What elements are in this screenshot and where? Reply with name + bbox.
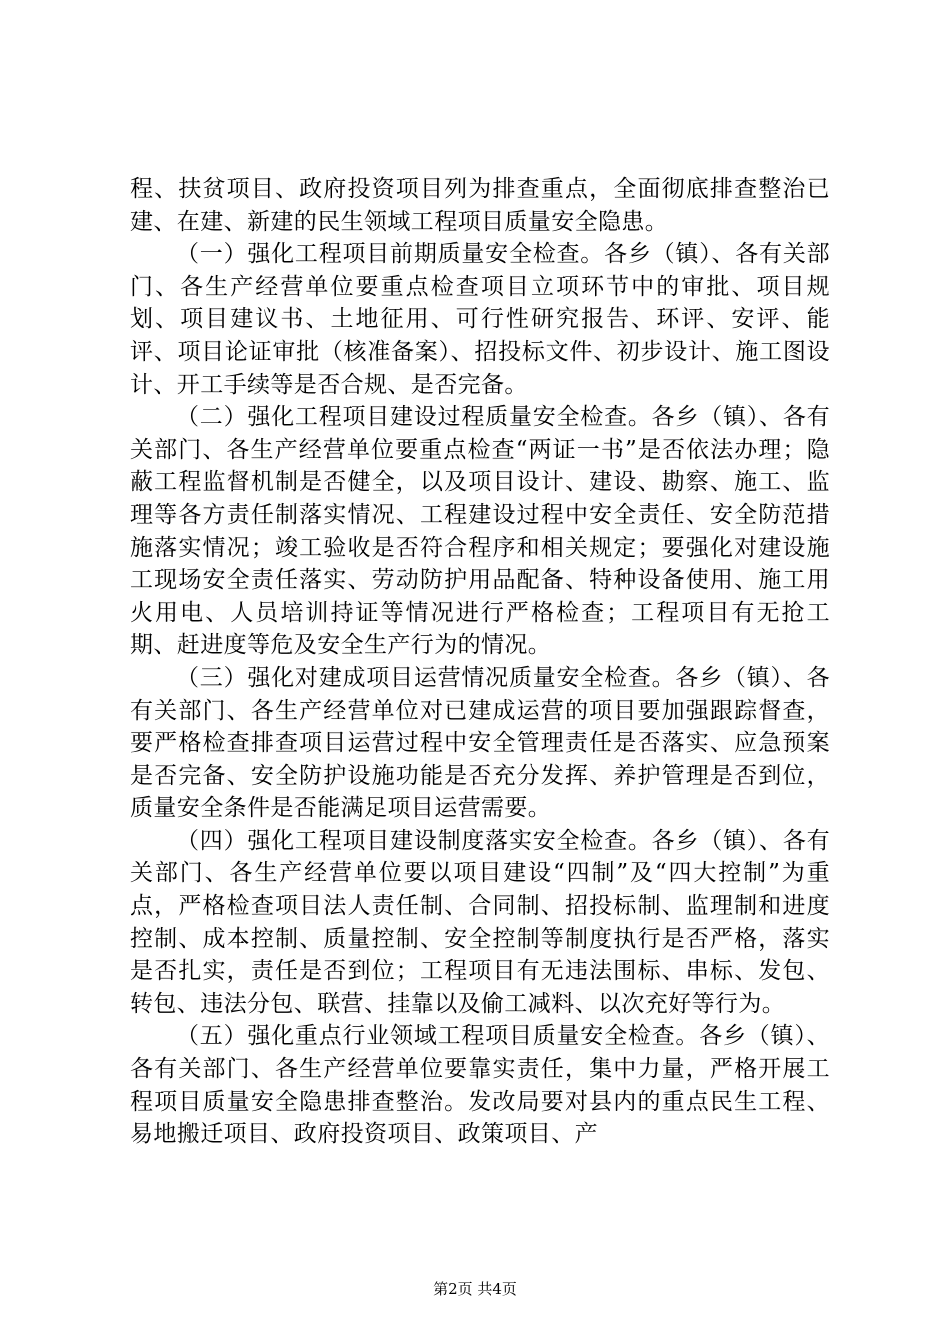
paragraph-continuation: 程、扶贫项目、政府投资项目列为排查重点，全面彻底排查整治已建、在建、新建的民生领域工程项目质量安全隐患。 xyxy=(130,176,830,235)
paragraph-section-4: （四）强化工程项目建设制度落实安全检查。各乡（镇）、各有关部门、各生产经营单位要以项目建设“四制”及“四大控制”为重点，严格检查项目法人责任制、合同制、招投标制、监理制和进度控制、成本控制、质量控制、安全控制等制度执行是否严格，落实是否扎实，责任是否到位；工程项目有无违法围标、串标、发包、转包、违法分包、联营、挂靠以及偷工减料、以次充好等行为。 xyxy=(130,827,830,1017)
page-footer xyxy=(0,1279,950,1299)
paragraph-section-1: （一）强化工程项目前期质量安全检查。各乡（镇）、各有关部门、各生产经营单位要重点检查项目立项环节中的审批、项目规划、项目建议书、土地征用、可行性研究报告、环评、安评、能评、项目论证审批（核准备案）、招投标文件、初步设计、施工图设计、开工手续等是否合规、是否完备。 xyxy=(130,241,830,398)
paragraph-section-2: （二）强化工程项目建设过程质量安全检查。各乡（镇）、各有关部门、各生产经营单位要重点检查“两证一书”是否依法办理；隐蔽工程监督机制是否健全，以及项目设计、建设、勘察、施工、监理等各方责任制落实情况、工程建设过程中安全责任、安全防范措施落实情况；竣工验收是否符合程序和相关规定；要强化对建设施工现场安全责任落实、劳动防护用品配备、特种设备使用、施工用火用电、人员培训持证等情况进行严格检查；工程项目有无抢工期、赶进度等危及安全生产行为的情况。 xyxy=(130,404,830,659)
document-body xyxy=(130,173,830,1151)
paragraph-section-5: （五）强化重点行业领域工程项目质量安全检查。各乡（镇）、各有关部门、各生产经营单位要靠实责任，集中力量，严格开展工程项目质量安全隐患排查整治。发改局要对县内的重点民生工程、易地搬迁项目、政府投资项目、政策项目、产 xyxy=(130,1023,830,1148)
page-number-label: 第2页 共4页 xyxy=(433,1280,517,1298)
paragraph-section-3: （三）强化对建成项目运营情况质量安全检查。各乡（镇）、各有关部门、各生产经营单位对已建成运营的项目要加强跟踪督查，要严格检查排查项目运营过程中安全管理责任是否落实、应急预案是否完备、安全防护设施功能是否充分发挥、养护管理是否到位，质量安全条件是否能满足项目运营需要。 xyxy=(130,664,830,822)
